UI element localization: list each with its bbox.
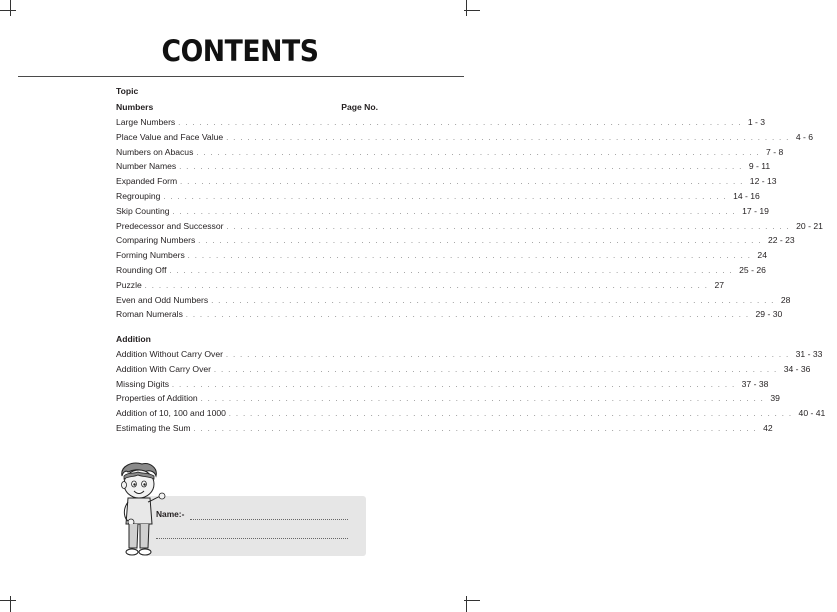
dot-leader: . . . . . . . . . . . . . . . . . . . . . . . . . . . . . . . . . . . . . . . . . . . . . . . . . . . . . . . . . . . . . . . . . . . . . . . . . . . . . . . . <box>187 253 752 261</box>
toc-page-number: 7 - 8 <box>766 146 784 157</box>
name-line-2[interactable] <box>156 538 348 539</box>
dot-leader: . . . . . . . . . . . . . . . . . . . . . . . . . . . . . . . . . . . . . . . . . . . . . . . . . . . . . . . . . . . . . . . . . . . . . . . . . . . . . . . . <box>172 381 736 389</box>
dot-leader: . . . . . . . . . . . . . . . . . . . . . . . . . . . . . . . . . . . . . . . . . . . . . . . . . . . . . . . . . . . . . . . . . . . . . . . . . . . . . . . . <box>226 134 790 142</box>
toc-row <box>116 347 823 362</box>
toc-page-number: 17 - 19 <box>742 205 769 216</box>
toc-row <box>116 406 826 421</box>
toc-page-number: 29 - 30 <box>755 309 783 320</box>
topic-label: Topic <box>116 86 139 96</box>
toc-row <box>116 263 766 278</box>
toc-page-number: 27 <box>714 279 724 290</box>
toc-row <box>116 421 773 436</box>
name-line-1[interactable] <box>190 519 348 520</box>
crop-mark <box>10 596 11 612</box>
toc-page-number: 14 - 16 <box>733 190 760 201</box>
dot-leader: . . . . . . . . . . . . . . . . . . . . . . . . . . . . . . . . . . . . . . . . . . . . . . . . . . . . . . . . . . . . . . . . . . . . . . . . . . . . . . . . <box>178 120 742 127</box>
dot-leader: . . . . . . . . . . . . . . . . . . . . . . . . . . . . . . . . . . . . . . . . . . . . . . . . . . . . . . . . . . . . . . . . . . . . . . . . . . . . . . . . <box>198 238 762 246</box>
toc-row <box>116 174 777 189</box>
toc-page-number: 42 <box>763 422 773 433</box>
toc-page-number: 40 - 41 <box>798 408 826 419</box>
toc-topic: Large Numbers <box>116 117 176 127</box>
toc-page-number: 20 - 21 <box>796 220 823 231</box>
toc-row <box>116 278 724 293</box>
crop-mark <box>466 0 467 16</box>
toc-page-number: 28 <box>780 294 791 305</box>
toc-page-number: 24 <box>757 250 767 261</box>
toc-topic: Predecessor and Successor <box>116 220 224 231</box>
numbers-list <box>116 115 823 322</box>
dot-leader: . . . . . . . . . . . . . . . . . . . . . . . . . . . . . . . . . . . . . . . . . . . . . . . . . . . . . . . . . . . . . . . . . . . . . . . . . . . . . . . . <box>193 425 758 433</box>
toc-topic: Properties of Addition <box>116 393 198 404</box>
toc-topic: Skip Counting <box>116 205 170 216</box>
dot-leader: . . . . . . . . . . . . . . . . . . . . . . . . . . . . . . . . . . . . . . . . . . . . . . . . . . . . . . . . . . . . . . . . . . . . . . . . . . . . . . . . <box>196 149 761 157</box>
toc-row <box>116 130 814 145</box>
toc-page-number: 25 - 26 <box>739 264 766 275</box>
page-title: CONTENTS <box>161 34 319 68</box>
title-divider <box>18 76 464 77</box>
toc-page-number: 12 - 13 <box>749 176 777 187</box>
toc-page-number: 4 - 6 <box>795 131 814 142</box>
numbers-column-header <box>116 99 378 115</box>
toc-row <box>116 145 784 160</box>
toc-topic: Addition Without Carry Over <box>116 349 223 359</box>
toc-row <box>116 159 771 174</box>
toc-row <box>116 115 766 130</box>
toc-topic: Numbers on Abacus <box>116 146 194 157</box>
toc-topic: Puzzle <box>116 279 142 290</box>
toc-page-number: 39 <box>770 393 780 404</box>
page-no-label: Page No. <box>341 102 378 112</box>
dot-leader: . . . . . . . . . . . . . . . . . . . . . . . . . . . . . . . . . . . . . . . . . . . . . . . . . . . . . . . . . . . . . . . . . . . . . . . . . . . . . . . . <box>179 164 743 172</box>
toc-row <box>116 391 780 406</box>
toc-topic: Estimating the Sum <box>116 422 191 433</box>
toc-page-number: 9 - 11 <box>748 161 771 172</box>
toc-row <box>116 233 795 248</box>
dot-leader: . . . . . . . . . . . . . . . . . . . . . . . . . . . . . . . . . . . . . . . . . . . . . . . . . . . . . . . . . . . . . . . . . . . . . . . . . . . . . . . . <box>225 352 790 359</box>
toc-topic: Rounding Off <box>116 264 167 275</box>
toc-topic: Addition of 10, 100 and 1000 <box>116 408 226 419</box>
numbers-heading: Numbers <box>116 102 154 112</box>
toc-row <box>116 377 769 392</box>
toc-page-number: 22 - 23 <box>767 235 795 246</box>
toc-page-number: 37 - 38 <box>741 378 769 389</box>
dot-leader: . . . . . . . . . . . . . . . . . . . . . . . . . . . . . . . . . . . . . . . . . . . . . . . . . . . . . . . . . . . . . . . . . . . . . . . . . . . . . . . . <box>144 282 709 290</box>
crop-mark <box>464 600 480 601</box>
toc-topic: Place Value and Face Value <box>116 131 224 142</box>
addition-list <box>116 347 826 436</box>
toc-page-number: 1 - 3 <box>747 117 766 127</box>
crop-mark <box>464 10 480 11</box>
dot-leader: . . . . . . . . . . . . . . . . . . . . . . . . . . . . . . . . . . . . . . . . . . . . . . . . . . . . . . . . . . . . . . . . . . . . . . . . . . . . . . . . <box>172 208 737 216</box>
dot-leader: . . . . . . . . . . . . . . . . . . . . . . . . . . . . . . . . . . . . . . . . . . . . . . . . . . . . . . . . . . . . . . . . . . . . . . . . . . . . . . . . <box>211 297 775 305</box>
crop-mark <box>10 0 11 16</box>
toc-topic: Even and Odd Numbers <box>116 294 209 305</box>
toc-row <box>116 219 823 234</box>
dot-leader: . . . . . . . . . . . . . . . . . . . . . . . . . . . . . . . . . . . . . . . . . . . . . . . . . . . . . . . . . . . . . . . . . . . . . . . . . . . . . . . . <box>163 193 728 201</box>
dot-leader: . . . . . . . . . . . . . . . . . . . . . . . . . . . . . . . . . . . . . . . . . . . . . . . . . . . . . . . . . . . . . . . . . . . . . . . . . . . . . . . . <box>185 312 750 320</box>
toc-page-number: 31 - 33 <box>795 349 823 359</box>
name-label: Name:- <box>156 509 185 519</box>
toc-page-number: 34 - 36 <box>783 363 811 374</box>
numbers-section <box>116 84 823 322</box>
dot-leader: . . . . . . . . . . . . . . . . . . . . . . . . . . . . . . . . . . . . . . . . . . . . . . . . . . . . . . . . . . . . . . . . . . . . . . . . . . . . . . . . <box>169 267 734 275</box>
toc-topic: Forming Numbers <box>116 250 185 261</box>
toc-row <box>116 248 767 263</box>
crop-mark <box>0 10 16 11</box>
crop-mark <box>466 596 467 612</box>
boy-holding-card-icon <box>110 462 170 562</box>
toc-row <box>116 307 783 322</box>
toc-row <box>116 204 769 219</box>
toc-topic: Expanded Form <box>116 176 178 187</box>
toc-topic: Number Names <box>116 161 177 172</box>
dot-leader: . . . . . . . . . . . . . . . . . . . . . . . . . . . . . . . . . . . . . . . . . . . . . . . . . . . . . . . . . . . . . . . . . . . . . . . . . . . . . . . . <box>180 179 744 187</box>
addition-column-header <box>116 331 378 347</box>
toc-topic: Addition With Carry Over <box>116 363 212 374</box>
dot-leader: . . . . . . . . . . . . . . . . . . . . . . . . . . . . . . . . . . . . . . . . . . . . . . . . . . . . . . . . . . . . . . . . . . . . . . . . . . . . . . . . <box>226 223 791 231</box>
toc-row <box>116 189 760 204</box>
toc-topic: Regrouping <box>116 190 161 201</box>
dot-leader: . . . . . . . . . . . . . . . . . . . . . . . . . . . . . . . . . . . . . . . . . . . . . . . . . . . . . . . . . . . . . . . . . . . . . . . . . . . . . . . . <box>200 396 765 404</box>
toc-row <box>116 293 791 308</box>
toc-topic: Comparing Numbers <box>116 235 196 246</box>
toc-row <box>116 362 811 377</box>
toc-topic: Roman Numerals <box>116 309 183 320</box>
addition-section <box>116 331 826 436</box>
addition-heading: Addition <box>116 334 151 344</box>
dot-leader: . . . . . . . . . . . . . . . . . . . . . . . . . . . . . . . . . . . . . . . . . . . . . . . . . . . . . . . . . . . . . . . . . . . . . . . . . . . . . . . . <box>214 366 778 374</box>
name-card <box>144 496 366 556</box>
dot-leader: . . . . . . . . . . . . . . . . . . . . . . . . . . . . . . . . . . . . . . . . . . . . . . . . . . . . . . . . . . . . . . . . . . . . . . . . . . . . . . . . <box>228 411 793 419</box>
crop-mark <box>0 600 16 601</box>
toc-topic: Missing Digits <box>116 378 170 389</box>
